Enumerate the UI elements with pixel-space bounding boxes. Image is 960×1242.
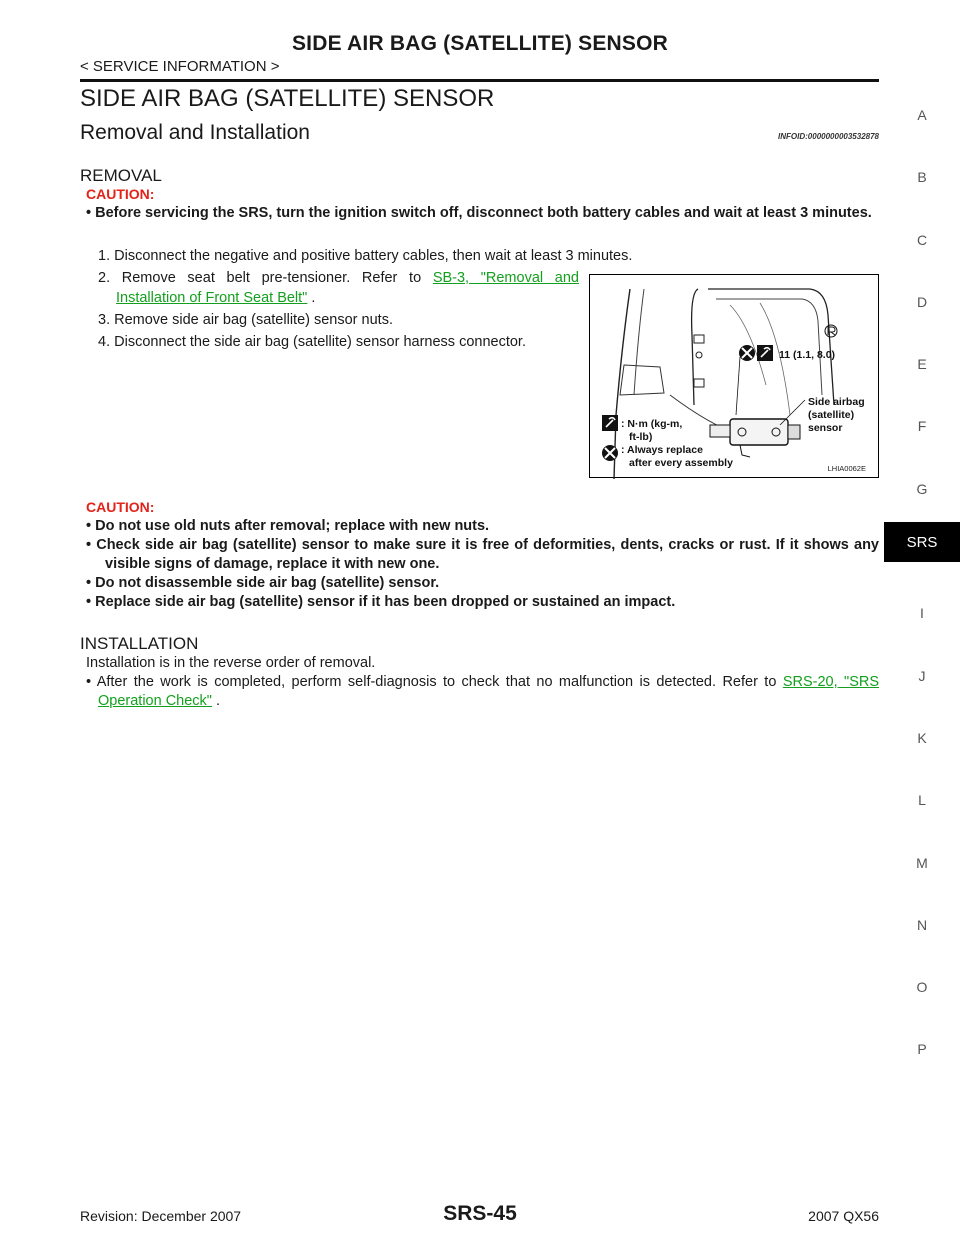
caution-bullet: • Before servicing the SRS, turn the ignition switch off, disconnect both battery cables and wait at least 3 minutes. [86,205,872,221]
footer-page-number: SRS-45 [443,1202,517,1225]
caution-bullet-1: • Do not use old nuts after removal; replace with new nuts. [86,518,490,534]
sensor-illustration [589,274,879,478]
caution-bullet-4: • Replace side air bag (satellite) sensor if it has been dropped or sustained an impact. [86,594,676,610]
legend-replace-line2: after every assembly [629,457,733,469]
legend-torque-wrench-icon [602,415,618,431]
link-srs-20[interactable]: SRS-20, "SRS Operation Check" [98,674,880,709]
index-letter-j[interactable]: J [918,668,926,684]
replace-icon [739,345,755,361]
index-letter-b[interactable]: B [917,169,927,185]
index-letter-a[interactable]: A [917,107,927,123]
caution-label-2: CAUTION: [86,499,155,515]
legend-torque-line2: ft-lb) [629,431,653,443]
legend-replace-icon [602,445,618,461]
removal-step-1: 1. Disconnect the negative and positive battery cables, then wait at least 3 minutes. [98,248,633,264]
index-letter-n[interactable]: N [916,917,928,933]
header-divider [80,79,879,82]
installation-heading: INSTALLATION [80,634,199,653]
header-title: SIDE AIR BAG (SATELLITE) SENSOR [291,32,669,55]
section-header [80,121,879,145]
figure-id: LHIA0062E [827,464,866,473]
sensor-diagram [590,275,880,479]
torque-value: 11 (1.1, 8.0) [779,349,836,361]
sensor-label-line2: (satellite) [808,409,855,421]
removal-step-3: 3. Remove side air bag (satellite) sensor nuts. [98,312,393,328]
legend-torque-line1: : N·m (kg-m, [621,418,683,430]
index-letter-i[interactable]: I [920,605,924,621]
sensor-label-line3: sensor [808,422,843,434]
index-letter-d[interactable]: D [916,294,928,310]
index-letter-f[interactable]: F [917,418,927,434]
index-letter-o[interactable]: O [916,979,928,995]
index-letter-k[interactable]: K [917,730,927,746]
legend-replace-line1: : Always replace [621,444,703,456]
index-letter-g[interactable]: G [916,481,928,497]
sensor-label-line1: Side airbag [808,396,865,408]
removal-step-4: 4. Disconnect the side air bag (satellite) sensor harness connector. [98,334,526,350]
footer-revision: Revision: December 2007 [80,1208,242,1224]
index-tab-srs[interactable]: SRS [884,522,960,562]
breadcrumb: < SERVICE INFORMATION > [80,58,280,75]
info-id: INFOID:0000000003532878 [778,132,879,141]
footer-model: 2007 QX56 [808,1208,879,1224]
index-letter-l[interactable]: L [918,792,926,808]
link-sb-3[interactable]: SB-3, "Removal and Installation of Front Seat Belt" [116,270,579,306]
section-title: Removal and Installation [80,121,310,144]
caution-bullet-2: • Check side air bag (satellite) sensor to make sure it is free of deformities, dents, cracks or rust. If it shows any visible signs of damage, replace it with new one. [86,537,879,572]
caution-label: CAUTION: [86,186,155,202]
page-title: SIDE AIR BAG (SATELLITE) SENSOR [80,85,495,112]
index-letter-c[interactable]: C [916,232,928,248]
satellite-sensor-shape [710,419,800,457]
removal-step-2: 2. Remove seat belt pre-tensioner. Refer to SB-3, "Removal and Installation of Front Seat Belt" . [98,270,579,306]
removal-heading: REMOVAL [80,166,162,185]
torque-wrench-icon [757,345,773,361]
right-side-mark-icon [825,325,837,337]
index-letter-p[interactable]: P [917,1041,927,1057]
installation-bullet: • After the work is completed, perform self-diagnosis to check that no malfunction is detected. Refer to SRS-20, "SRS Operation Check" . [86,674,880,709]
index-letter-m[interactable]: M [916,855,928,871]
caution-bullet-3: • Do not disassemble side air bag (satellite) sensor. [86,575,440,591]
installation-text: Installation is in the reverse order of removal. [86,655,376,671]
index-letter-e[interactable]: E [917,356,927,372]
